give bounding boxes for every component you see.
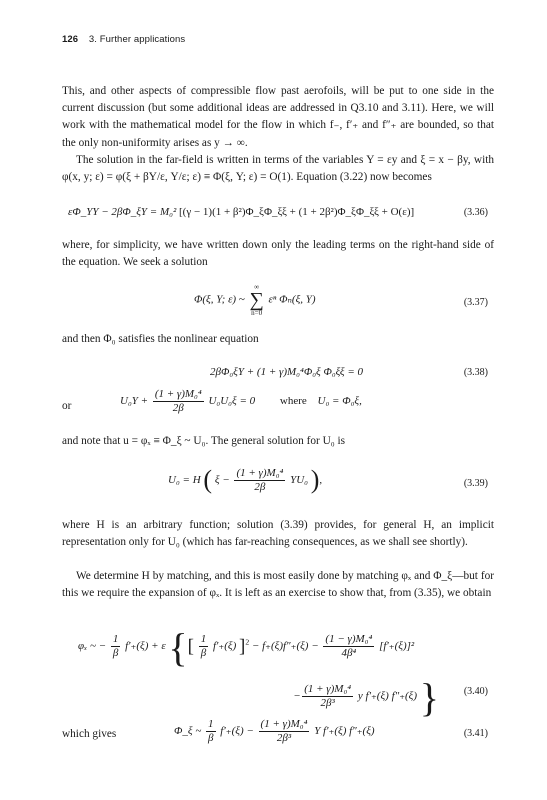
paragraph-5-text: and note that u = φₓ ≡ Φ_ξ ~ U₀. The general solution for U₀ is	[62, 435, 346, 447]
which-gives-label: which gives	[62, 728, 117, 740]
equation-number: (3.41)	[463, 728, 488, 739]
equation-3-36	[62, 204, 494, 224]
paragraph-2	[62, 152, 494, 186]
equation-3-41	[62, 718, 494, 758]
eq340-lhs: φₓ ~ −	[78, 640, 107, 652]
equation-3-38	[62, 364, 494, 384]
eq340-term-4: [f′₊(ξ)]²	[379, 640, 415, 652]
fraction: $\frac{\text{(1 + γ)M₀⁴}}{\text{2β³}}$	[304, 682, 352, 709]
eq340-tail: y f′₊(ξ) f″₊(ξ)	[357, 690, 418, 702]
eq337-lhs: Φ(ξ, Y; ε) ~	[194, 293, 245, 306]
equation-3-40-line-2: − $\frac{\text{(1 + γ)M₀⁴}}{\text{2β³}}$ y f′₊(ξ) f″₊(ξ) } (3.40)	[294, 675, 488, 720]
eq341-term-1: f′₊(ξ) −	[220, 725, 254, 738]
or-label: or	[62, 400, 72, 412]
eq338b-rhs: U₀U₀ξ = 0	[208, 395, 256, 408]
equation-3-38-alt	[62, 388, 494, 424]
fraction: $\frac{1}{\beta}$	[200, 632, 207, 659]
eq337-rhs: εⁿ Φₙ(ξ, Y)	[268, 293, 316, 306]
paragraph-2-text: The solution in the far-field is written in terms of the variables Y = εy and ξ = x − βy, with φ(x, y; ε) = φ(ξ + βY/ε, Y/ε; ε) ≡ Φ(ξ, Y; ε) = O(1). Equation (3.22) now becomes	[62, 154, 495, 184]
eq336-lhs: εΦ_YY − 2βΦ_ξY = M₀²	[68, 206, 177, 218]
paragraph-7-text: We determine H by matching, and this is most easily done by matching φₓ and Φ_ξ—but for this we require the expansion of φₓ. It is left as an exercise to show that, from (3.35), we obtain	[62, 570, 494, 600]
fraction: $\frac{1}{\beta}$	[208, 718, 214, 744]
paragraph-6	[62, 517, 494, 551]
eq339-inner-tail: YU₀	[290, 474, 308, 486]
eq336-rhs: [(γ − 1)(1 + β²)Φ_ξΦ_ξξ + (1 + 2β²)Φ_ξΦ_ξξ + O(ε)]	[179, 206, 415, 218]
eq338b-lhs: U₀Y +	[120, 395, 149, 408]
equation-number: (3.38)	[463, 367, 488, 378]
eq340-term-2: f′₊(ξ)	[212, 640, 237, 652]
eq340-term-3: − f₊(ξ)f″₊(ξ) −	[251, 640, 319, 652]
paragraph-6-text: where H is an arbitrary function; solution (3.39) provides, for general H, an implicit representation only for U₀ (which has far-reaching consequences, as we shall see shortly).	[62, 519, 494, 549]
paragraph-1	[62, 83, 494, 152]
page-number: 126	[62, 34, 79, 45]
section-title: 3. Further applications	[88, 34, 186, 45]
paragraph-3-text: where, for simplicity, we have written down only the leading terms on the right-hand side of the equation. We seek a solution	[62, 239, 494, 269]
eq338-body: 2βΦ₀ξY + (1 + γ)M₀⁴Φ₀ξ Φ₀ξξ = 0	[210, 366, 364, 378]
equation-number: (3.40)	[463, 686, 488, 697]
paragraph-1-text: This, and other aspects of compressible flow past aerofoils, will be put to one side in the current discussion (but some additional ideas are addressed in Q3.10 and 3.11). Here, we will work with the mathematical model for the flow in which f₋, f′₊ and f″₊ are bounded, so that the only non-uniformity arises as y → ∞.	[62, 85, 494, 149]
equation-3-40-line-1: φₓ ~ − $\frac{1}{\beta}$ f′₊(ξ) + ε {[ $\frac{1}{\beta}$ f′₊(ξ) ]$^2$ − f₊(ξ)f″₊(ξ) − $\frac{\text{(1 − γ)M₀⁴}}{\text{4β⁴}}$ [f′₊(ξ)]²	[78, 625, 415, 670]
equation-number: (3.39)	[463, 478, 488, 489]
equation-number: (3.37)	[463, 297, 488, 308]
equation-3-37	[62, 283, 494, 323]
fraction: $\frac{\text{(1 − γ)M₀⁴}}{\text{4β⁴}}$	[325, 632, 373, 659]
eq341-tail: Y f′₊(ξ) f″₊(ξ)	[314, 725, 375, 738]
eq339-lhs: U₀ = H	[168, 474, 201, 486]
eq341-lhs: Φ_ξ ~	[174, 725, 202, 738]
equation-number: (3.36)	[463, 207, 488, 218]
paragraph-7	[62, 568, 494, 602]
equation-3-39: U₀ = H ( ξ − $\frac{\text{(1 + γ)M₀⁴}}{2\beta}$ YU₀ ), (3.39)	[168, 465, 488, 494]
fraction: $\frac{\text{(1 + γ)M₀⁴}}{2\beta}$	[236, 466, 284, 493]
eq338b-where: U₀ = Φ₀ξ,	[317, 395, 362, 408]
fraction: $\frac{\text{(1 + γ)M₀⁴}}{2\beta}$	[154, 388, 202, 414]
sum-upper-limit: ∞	[254, 283, 260, 291]
eq340-term-1: f′₊(ξ) + ε	[125, 640, 166, 652]
paragraph-4-text: and then Φ₀ satisfies the nonlinear equation	[62, 333, 259, 345]
sum-lower-limit: n=0	[251, 309, 263, 317]
fraction: $\frac{\text{(1 + γ)M₀⁴}}{\text{2β³}}$	[260, 718, 308, 744]
eq339-inner: ξ −	[214, 474, 230, 486]
paragraph-4	[62, 331, 494, 348]
fraction: $\frac{1}{\beta}$	[112, 632, 119, 659]
summation-sign: ∞ ∑ n=0	[249, 283, 264, 317]
where-label: where	[279, 395, 307, 408]
running-header	[62, 34, 185, 45]
paragraph-5	[62, 433, 494, 450]
paragraph-3	[62, 237, 494, 271]
